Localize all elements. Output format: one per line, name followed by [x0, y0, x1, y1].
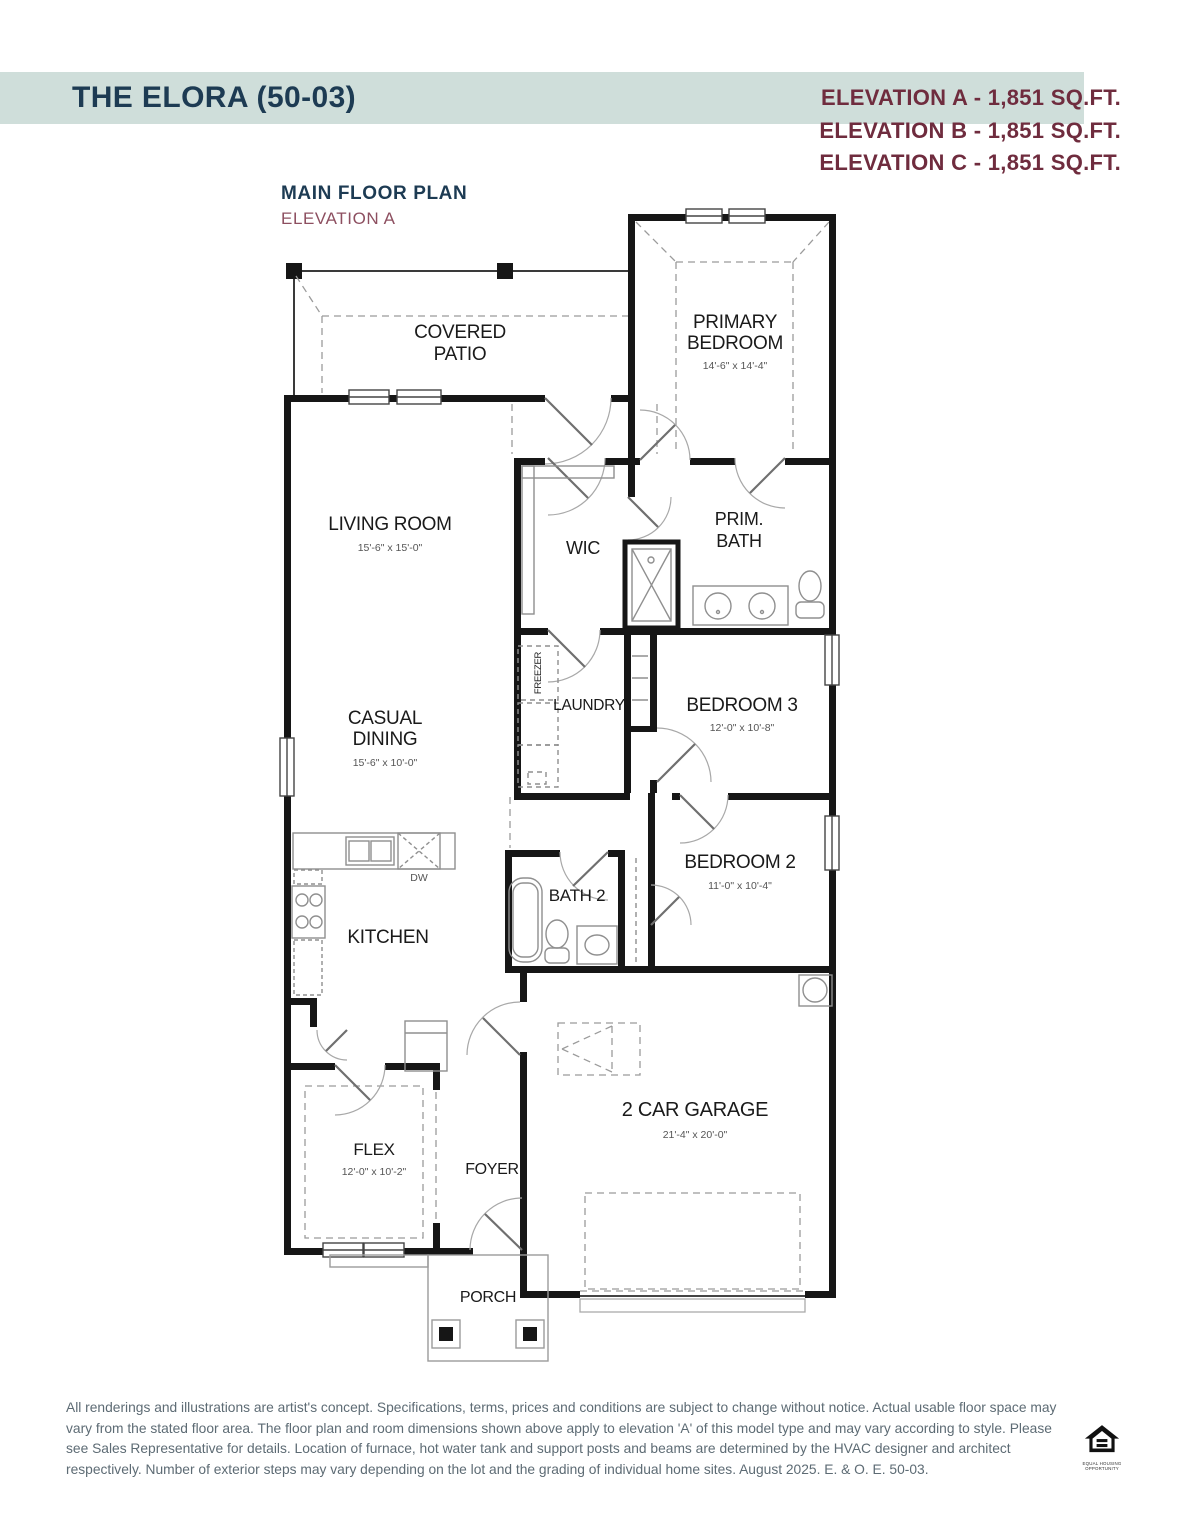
page-title: THE ELORA (50-03)	[72, 81, 357, 114]
room-label-garage: 2 CAR GARAGE	[621, 1099, 769, 1121]
sink-fixture-bath2	[577, 926, 617, 964]
room-label-patio-1: COVERED	[414, 322, 506, 343]
room-dims-bed3: 12'-0" x 10'-8"	[709, 722, 775, 734]
toilet-fixture-bath2	[545, 920, 569, 963]
walls	[284, 214, 836, 1298]
porch-structure	[330, 1255, 548, 1361]
room-dims-living: 15'-6" x 15'-0"	[357, 542, 423, 554]
equal-housing-caption: EQUAL HOUSING OPPORTUNITY	[1082, 1461, 1122, 1472]
room-dims-flex: 12'-0" x 10'-2"	[341, 1166, 407, 1178]
kitchen-counter	[293, 833, 455, 995]
washer-dryer-fixture	[518, 703, 558, 787]
room-label-kitchen: KITCHEN	[347, 927, 429, 948]
room-dims-primary: 14'-6" x 14'-4"	[702, 360, 768, 372]
room-label-casual-1: CASUAL	[347, 708, 423, 729]
room-label-porch: PORCH	[459, 1289, 517, 1306]
disclaimer-text: All renderings and illustrations are artist's concept. Specifications, terms, prices and conditions are subject to change without notice. Actual usable floor space may vary from the stated floor area. The floor plan and room dimensions shown above apply to elevation 'A' of this model type and may vary according to style. Please see Sales Representative for details. Location of furnace, hot water tank and support posts and beams are determined by the HVAC designer and architect respectively. Number of exterior steps may vary depending on the lot and the grading of individual home sites. August 2025. E. & O. E. 50-03.	[66, 1400, 1057, 1478]
room-label-foyer: FOYER	[465, 1161, 519, 1178]
room-label-primary-2: BEDROOM	[686, 333, 784, 354]
room-label-living: LIVING ROOM	[328, 514, 452, 535]
toilet-fixture-primary	[796, 571, 824, 618]
shower-fixture	[625, 542, 678, 628]
dishwasher-label: DW	[410, 872, 428, 884]
room-label-patio-2: PATIO	[433, 344, 487, 365]
room-label-prim-bath-1: PRIM.	[714, 509, 764, 529]
room-label-casual-2: DINING	[352, 729, 418, 750]
garage-details	[558, 1023, 805, 1312]
vanity-fixture	[693, 586, 788, 625]
main-floor-plan-label: MAIN FLOOR PLAN	[281, 183, 468, 204]
room-dims-garage: 21'-4" x 20'-0"	[662, 1129, 728, 1141]
room-label-laundry: LAUNDRY	[553, 697, 625, 714]
room-label-wic: WIC	[565, 538, 601, 558]
range-fixture	[292, 886, 325, 938]
room-label-prim-bath-2: BATH	[716, 531, 762, 551]
freezer-label: FREEZER	[533, 651, 544, 695]
room-label-flex: FLEX	[353, 1140, 395, 1159]
room-dims-casual: 15'-6" x 10'-0"	[352, 757, 418, 769]
water-heater-fixture	[799, 975, 832, 1006]
room-label-primary-1: PRIMARY	[692, 312, 778, 333]
room-dims-bed2: 11'-0" x 10'-4"	[708, 880, 772, 892]
elevation-b-sqft: ELEVATION B - 1,851 SQ.FT.	[819, 117, 1121, 143]
equal-housing-logo	[1080, 1424, 1124, 1472]
elevation-a-label: ELEVATION A	[281, 209, 396, 228]
room-label-bed3: BEDROOM 3	[686, 695, 798, 716]
room-label-bath2: BATH 2	[548, 886, 606, 905]
room-label-bed2: BEDROOM 2	[684, 852, 796, 873]
elevation-a-sqft: ELEVATION A - 1,851 SQ.FT.	[821, 85, 1121, 110]
elevation-c-sqft: ELEVATION C - 1,851 SQ.FT.	[819, 150, 1121, 175]
linen-shelves	[632, 656, 648, 700]
tub-fixture	[509, 878, 542, 962]
equal-housing-house-icon	[1084, 1424, 1120, 1455]
